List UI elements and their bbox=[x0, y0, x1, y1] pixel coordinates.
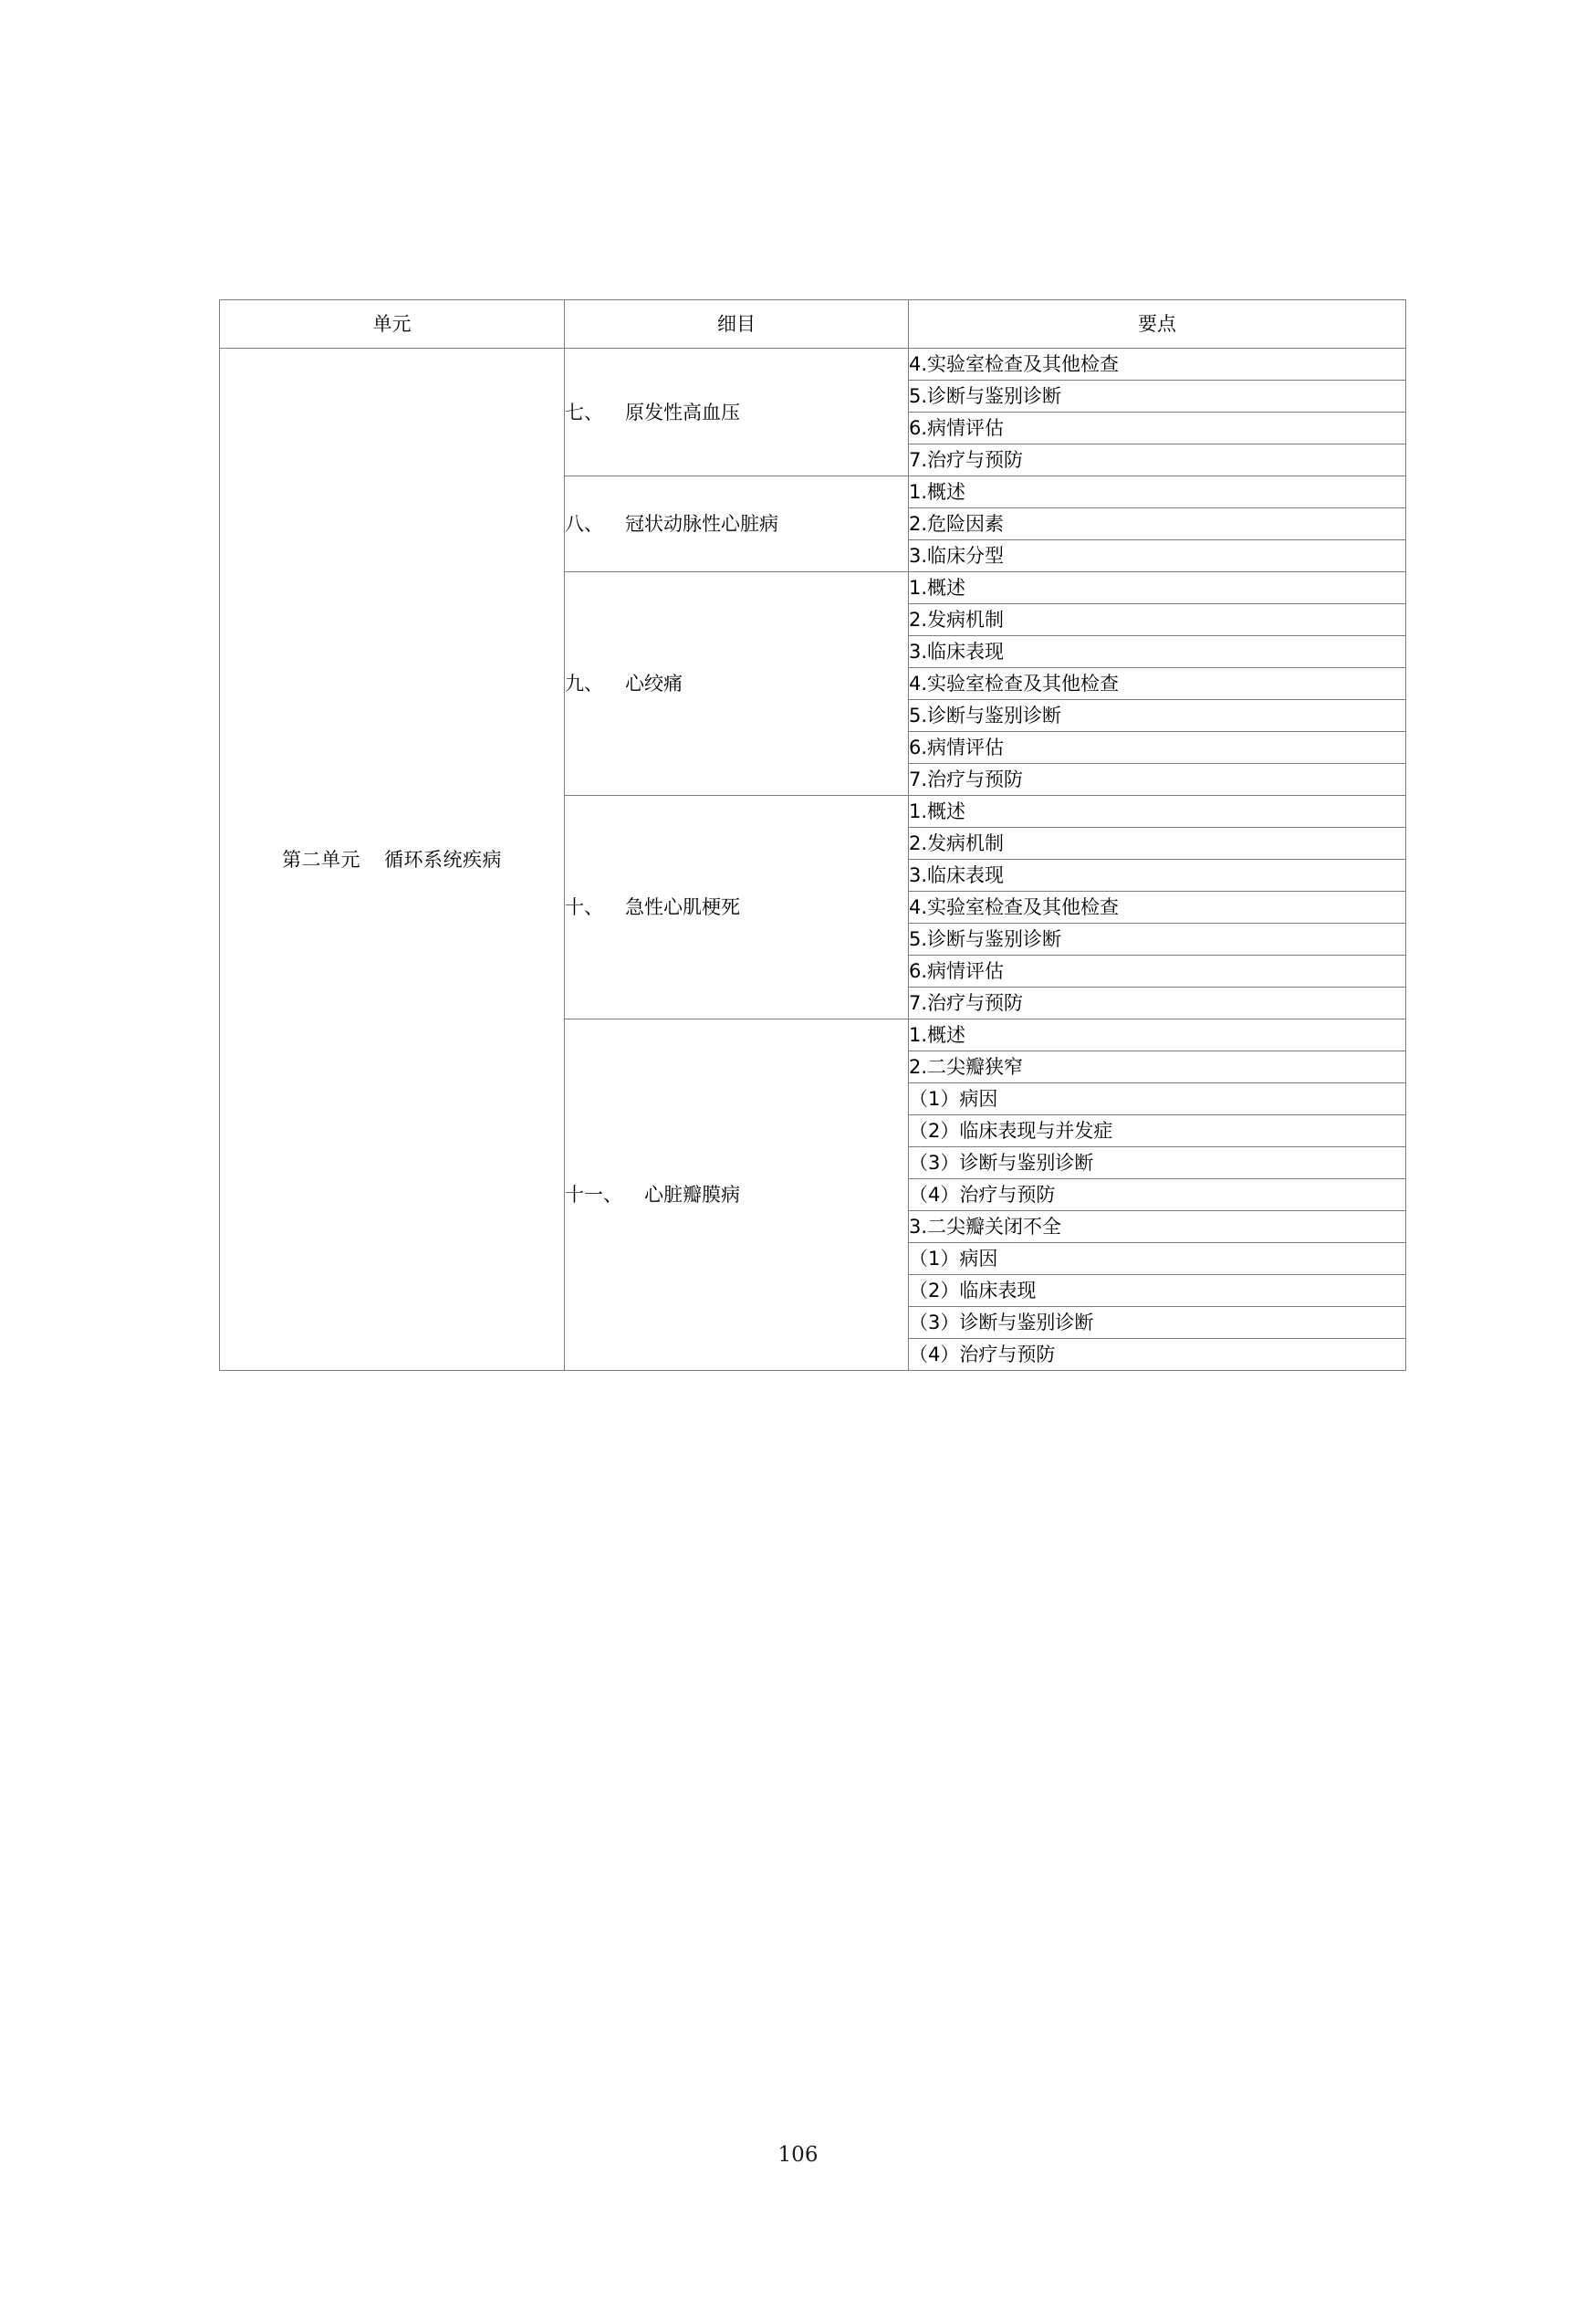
syllabus-table-container bbox=[219, 299, 1405, 1371]
section-cell bbox=[565, 572, 909, 796]
column-header-unit-label: 单元 bbox=[372, 313, 412, 335]
column-header-item-label: 细目 bbox=[717, 313, 756, 335]
point-cell: 1.概述 bbox=[909, 572, 1406, 604]
point-cell: 4.实验室检查及其他检查 bbox=[909, 668, 1406, 700]
point-cell: 6.病情评估 bbox=[909, 732, 1406, 764]
unit-cell bbox=[220, 349, 565, 1371]
section-cell bbox=[565, 1019, 909, 1371]
table-header bbox=[220, 300, 1406, 349]
point-cell: （3）诊断与鉴别诊断 bbox=[909, 1147, 1406, 1179]
point-cell: （1）病因 bbox=[909, 1083, 1406, 1115]
section-name: 原发性高血压 bbox=[625, 401, 740, 423]
point-cell: （2）临床表现与并发症 bbox=[909, 1115, 1406, 1147]
point-cell: （3）诊断与鉴别诊断 bbox=[909, 1307, 1406, 1339]
section-number: 九、 bbox=[565, 673, 603, 695]
page-number: 106 bbox=[777, 2143, 819, 2167]
point-cell: 3.临床分型 bbox=[909, 540, 1406, 572]
section-name: 心绞痛 bbox=[625, 673, 683, 695]
point-cell: 7.治疗与预防 bbox=[909, 764, 1406, 796]
section-number: 十、 bbox=[565, 896, 603, 919]
section-cell bbox=[565, 349, 909, 476]
section-cell bbox=[565, 796, 909, 1019]
column-header-point bbox=[909, 300, 1406, 349]
section-number: 八、 bbox=[565, 513, 603, 536]
table-body bbox=[220, 349, 1406, 1371]
point-cell: （2）临床表现 bbox=[909, 1275, 1406, 1307]
point-cell: 3.二尖瓣关闭不全 bbox=[909, 1211, 1406, 1243]
point-cell: 4.实验室检查及其他检查 bbox=[909, 349, 1406, 381]
point-cell: 5.诊断与鉴别诊断 bbox=[909, 700, 1406, 732]
column-header-unit bbox=[220, 300, 565, 349]
point-cell: 1.概述 bbox=[909, 476, 1406, 508]
section-number: 十一、 bbox=[565, 1184, 622, 1207]
point-cell: 2.发病机制 bbox=[909, 828, 1406, 860]
column-header-point-label: 要点 bbox=[1138, 313, 1176, 335]
table-row bbox=[220, 349, 1406, 381]
point-cell: 5.诊断与鉴别诊断 bbox=[909, 381, 1406, 413]
section-number: 七、 bbox=[565, 401, 603, 423]
section-cell bbox=[565, 476, 909, 572]
point-cell: （1）病因 bbox=[909, 1243, 1406, 1275]
point-cell: （4）治疗与预防 bbox=[909, 1339, 1406, 1371]
point-cell: 6.病情评估 bbox=[909, 413, 1406, 444]
point-cell: 6.病情评估 bbox=[909, 956, 1406, 988]
point-cell: （4）治疗与预防 bbox=[909, 1179, 1406, 1211]
point-cell: 3.临床表现 bbox=[909, 636, 1406, 668]
point-cell: 1.概述 bbox=[909, 1019, 1406, 1051]
point-cell: 2.发病机制 bbox=[909, 604, 1406, 636]
section-name: 冠状动脉性心脏病 bbox=[625, 513, 778, 536]
syllabus-table bbox=[219, 299, 1406, 1371]
unit-name: 循环系统疾病 bbox=[384, 848, 502, 871]
section-name: 急性心肌梗死 bbox=[625, 896, 740, 919]
point-cell: 7.治疗与预防 bbox=[909, 988, 1406, 1019]
point-cell: 4.实验室检查及其他检查 bbox=[909, 892, 1406, 924]
section-name: 心脏瓣膜病 bbox=[644, 1184, 740, 1207]
point-cell: 2.危险因素 bbox=[909, 508, 1406, 540]
point-cell: 5.诊断与鉴别诊断 bbox=[909, 924, 1406, 956]
point-cell: 3.临床表现 bbox=[909, 860, 1406, 892]
column-header-item bbox=[565, 300, 909, 349]
unit-prefix: 第二单元 bbox=[282, 848, 360, 871]
point-cell: 1.概述 bbox=[909, 796, 1406, 828]
point-cell: 2.二尖瓣狭窄 bbox=[909, 1051, 1406, 1083]
table-header-row bbox=[220, 300, 1406, 349]
point-cell: 7.治疗与预防 bbox=[909, 444, 1406, 476]
